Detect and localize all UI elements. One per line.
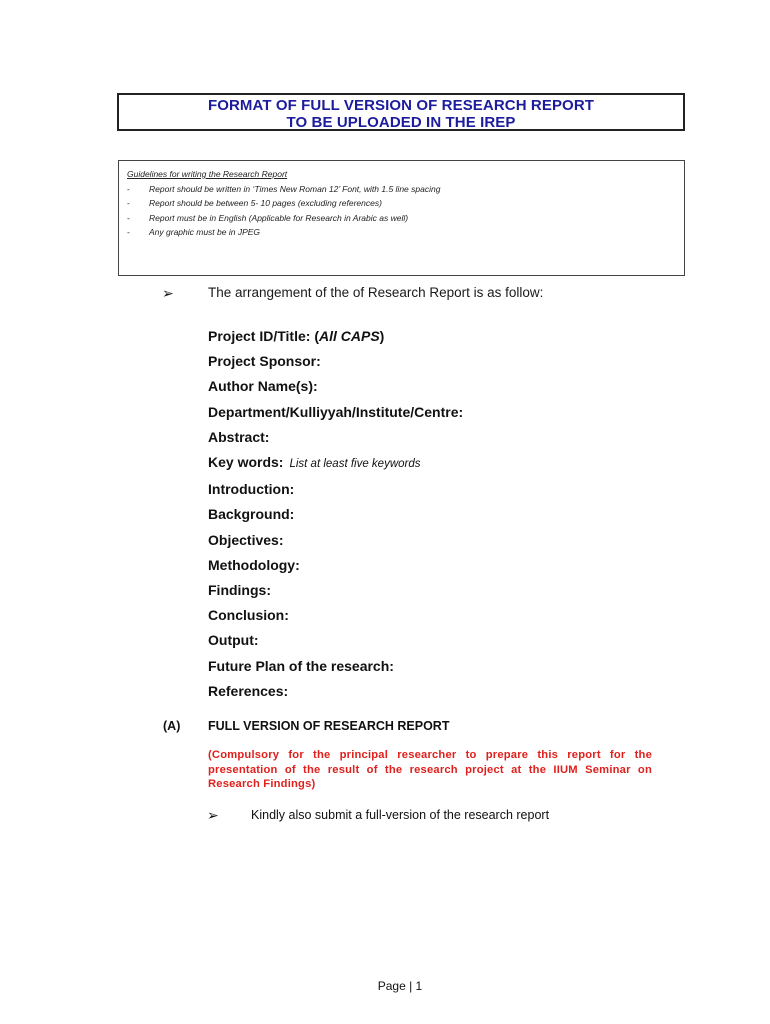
section-objectives: Objectives: [208, 531, 284, 548]
document-title-line-1: FORMAT OF FULL VERSION OF RESEARCH REPORT [207, 97, 595, 114]
compulsory-note: (Compulsory for the principal researcher to prepare this report for the presentation of the result of the research project at the IIUM Seminar on Research Findings) [208, 749, 652, 790]
project-id-close: ) [379, 328, 385, 344]
guideline-text: Any graphic must be in JPEG [149, 227, 261, 237]
guideline-text: Report should be written in ‘Times New Roman 12’ Font, with 1.5 line spacing [149, 183, 441, 194]
dash-bullet: - [127, 198, 130, 208]
keywords-label: Key words: [208, 454, 284, 471]
section-references: References: [208, 682, 289, 699]
guideline-item [127, 225, 676, 240]
submit-instruction: Kindly also submit a full-version of the research report [251, 808, 550, 822]
guideline-item [127, 211, 676, 226]
section-department: Department/Kulliyyah/Institute/Centre: [208, 403, 464, 420]
section-future-plan: Future Plan of the research: [208, 657, 394, 674]
dash-bullet: - [127, 227, 130, 237]
guideline-text: Report should be between 5- 10 pages (excluding references) [149, 198, 382, 208]
section-conclusion: Conclusion: [208, 607, 289, 624]
section-authors: Author Name(s): [208, 378, 318, 395]
title-box [117, 93, 685, 131]
guideline-item [127, 196, 676, 211]
dash-bullet: - [127, 212, 130, 223]
intro-text: The arrangement of the of Research Report is as follow: [208, 285, 544, 300]
section-findings: Findings: [208, 582, 271, 599]
guidelines-box [118, 160, 685, 276]
section-project-id [208, 324, 463, 349]
document-title-line-2: TO BE UPLOADED IN THE IREP [286, 114, 516, 131]
section-sponsor: Project Sponsor: [208, 353, 321, 370]
all-caps-note: All CAPS [318, 328, 380, 344]
project-id-label: Project ID/Title: ( [208, 328, 319, 344]
dash-bullet: - [127, 183, 130, 194]
part-a-heading: FULL VERSION OF RESEARCH REPORT [208, 719, 450, 733]
section-methodology: Methodology: [208, 556, 300, 573]
page-number: Page | 1 [377, 979, 423, 993]
section-list [208, 324, 463, 704]
guideline-item [127, 182, 676, 197]
section-introduction: Introduction: [208, 481, 295, 498]
section-output: Output: [208, 632, 259, 649]
arrow-bullet-icon: ➢ [207, 807, 219, 823]
section-keywords [208, 450, 463, 477]
section-background: Background: [208, 506, 295, 523]
guidelines-heading: Guidelines for writing the Research Report [127, 169, 288, 179]
section-abstract: Abstract: [208, 428, 270, 445]
keywords-note: List at least five keywords [289, 458, 421, 471]
part-a-label: (A) [163, 719, 181, 733]
guideline-text: Report must be in English (Applicable for Research in Arabic as well) [149, 212, 409, 223]
arrow-bullet-icon: ➢ [162, 285, 174, 301]
